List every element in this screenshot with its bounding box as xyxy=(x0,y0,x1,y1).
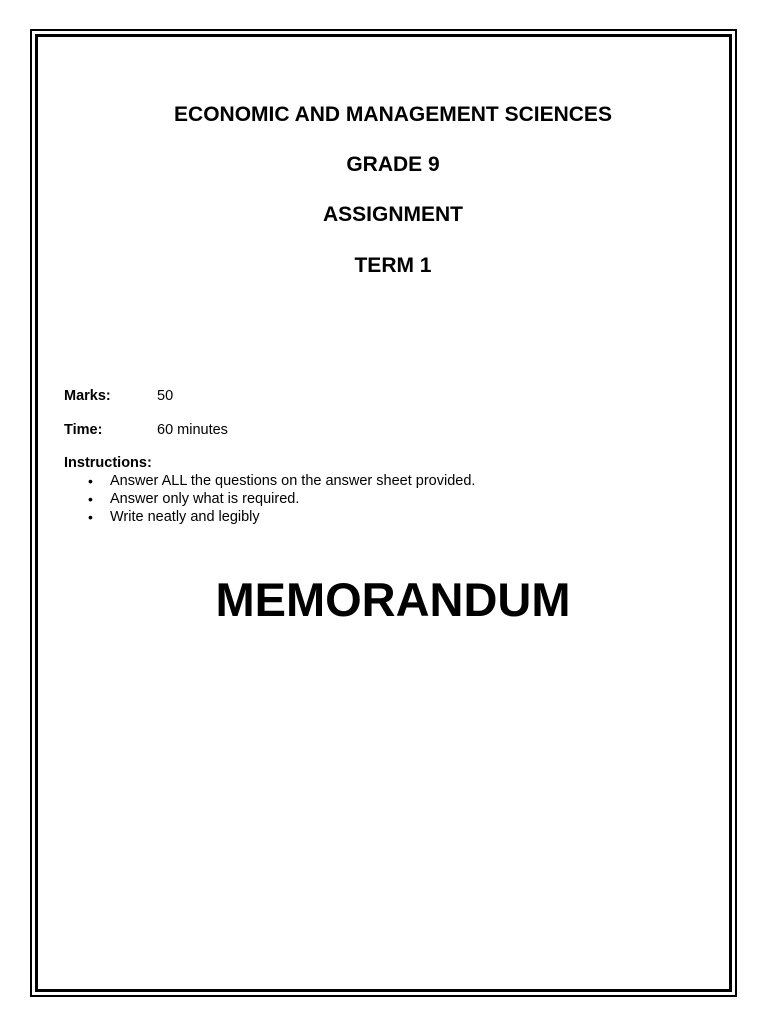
bullet-icon: • xyxy=(88,473,93,489)
assessment-type-title: ASSIGNMENT xyxy=(322,203,463,226)
instruction-item xyxy=(64,472,475,490)
memorandum-title: MEMORANDUM xyxy=(215,573,571,626)
time-value: 60 minutes xyxy=(157,422,228,438)
term-title: TERM 1 xyxy=(354,254,432,277)
instruction-item xyxy=(64,508,475,526)
time-label: Time: xyxy=(64,422,103,438)
instruction-text: Write neatly and legibly xyxy=(110,509,260,525)
instructions-list xyxy=(64,472,475,526)
marks-label: Marks: xyxy=(64,388,111,404)
instruction-text: Answer only what is required. xyxy=(110,491,300,507)
bullet-icon: • xyxy=(88,491,93,507)
marks-value: 50 xyxy=(157,388,174,404)
instruction-item xyxy=(64,490,475,508)
grade-title: GRADE 9 xyxy=(346,153,440,176)
subject-title: ECONOMIC AND MANAGEMENT SCIENCES xyxy=(174,103,612,126)
instruction-text: Answer ALL the questions on the answer sheet provided. xyxy=(110,473,476,489)
bullet-icon: • xyxy=(88,509,93,525)
instructions-label: Instructions: xyxy=(64,455,152,471)
